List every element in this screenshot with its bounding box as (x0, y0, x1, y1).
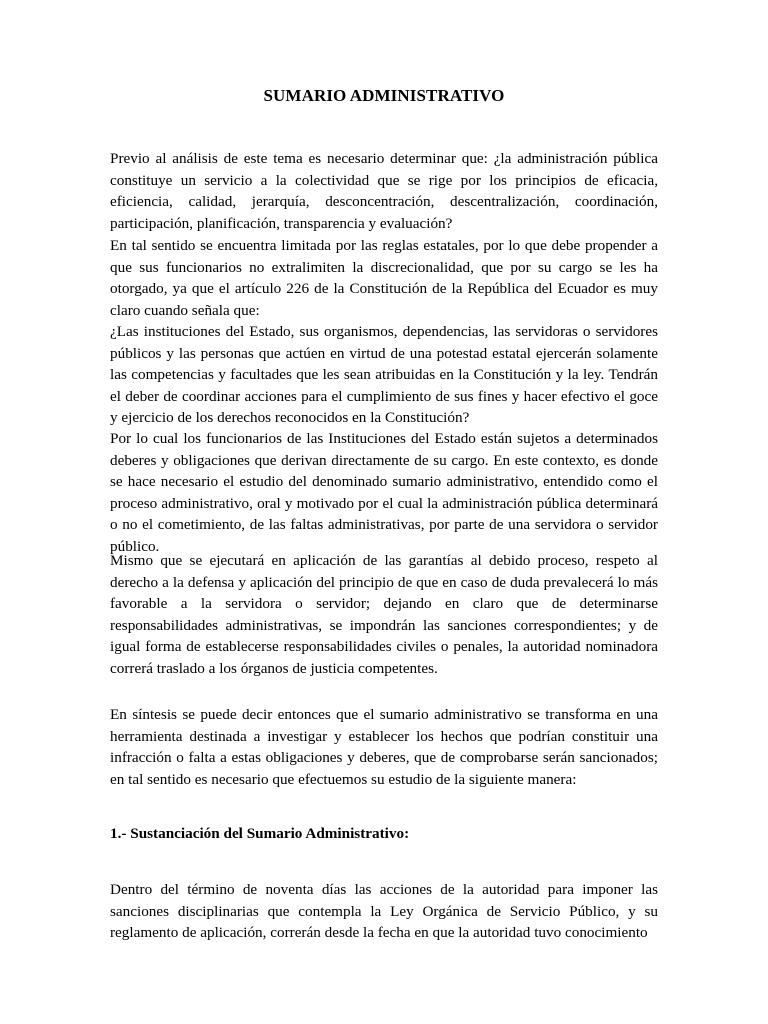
paragraph-constitution-quote: ¿Las instituciones del Estado, sus organismos, dependencias, las servidoras o servidores públicos y las personas que actúen en virtud de una potestad estatal ejercerán solamente las competencias y facultades que les sean atribuidas en la Constitución y la ley. Tendrán el deber de coordinar acciones para el cumplimiento de sus fines y hacer efectivo el goce y ejercicio de los derechos reconocidos en la Constitución? (110, 323, 658, 427)
paragraph-intro: Previo al análisis de este tema es necesario determinar que: ¿la administración pública constituye un servicio a la colectividad que se rige por los principios de eficacia, eficiencia, calidad, jerarquía, desconcentración, descentralización, coordinación, participación, planificación, transparencia y evaluación? (110, 150, 658, 232)
section-heading: 1.- Sustanciación del Sumario Administrativo: (110, 825, 410, 842)
paragraph-term: Dentro del término de noventa días las acciones de la autoridad para imponer las sanciones disciplinarias que contempla la Ley Orgánica de Servicio Público, y su reglamento de aplicación, correrán desde la fecha en que la autoridad tuvo conocimiento (110, 881, 658, 942)
paragraph-limits: En tal sentido se encuentra limitada por las reglas estatales, por lo que debe propender a que sus funcionarios no extralimiten la discrecionalidad, que por su cargo se les ha otorgado, ya que el artículo 226 de la Constitución de la República del Ecuador es muy claro cuando señala que: (110, 237, 658, 319)
paragraph-due-process: Mismo que se ejecutará en aplicación de las garantías al debido proceso, respeto al derecho a la defensa y aplicación del principio de que en caso de duda prevalecerá lo más favorable a la servidora o servidor; dejando en claro que de determinarse responsabilidades administrativas, se impondrán las sanciones correspondientes; y de igual forma de establecerse responsabilidades civiles o penales, la autoridad nominadora correrá traslado a los órganos de justicia competentes. (110, 552, 658, 677)
document-title: SUMARIO ADMINISTRATIVO (263, 86, 505, 105)
paragraph-duties: Por lo cual los funcionarios de las Instituciones del Estado están sujetos a determinados deberes y obligaciones que derivan directamente de su cargo. En este contexto, es donde se hace necesario el estudio del denominado sumario administrativo, entendido como el proceso administrativo, oral y motivado por el cual la administración pública determinará o no el cometimiento, de las faltas administrativas, por parte de una servidora o servidor público. (110, 430, 658, 555)
paragraph-synthesis: En síntesis se puede decir entonces que el sumario administrativo se transforma en una herramienta destinada a investigar y establecer los hechos que podrían constituir una infracción o falta a estas obligaciones y deberes, que de comprobarse serán sancionados; en tal sentido es necesario que efectuemos su estudio de la siguiente manera: (110, 706, 658, 788)
